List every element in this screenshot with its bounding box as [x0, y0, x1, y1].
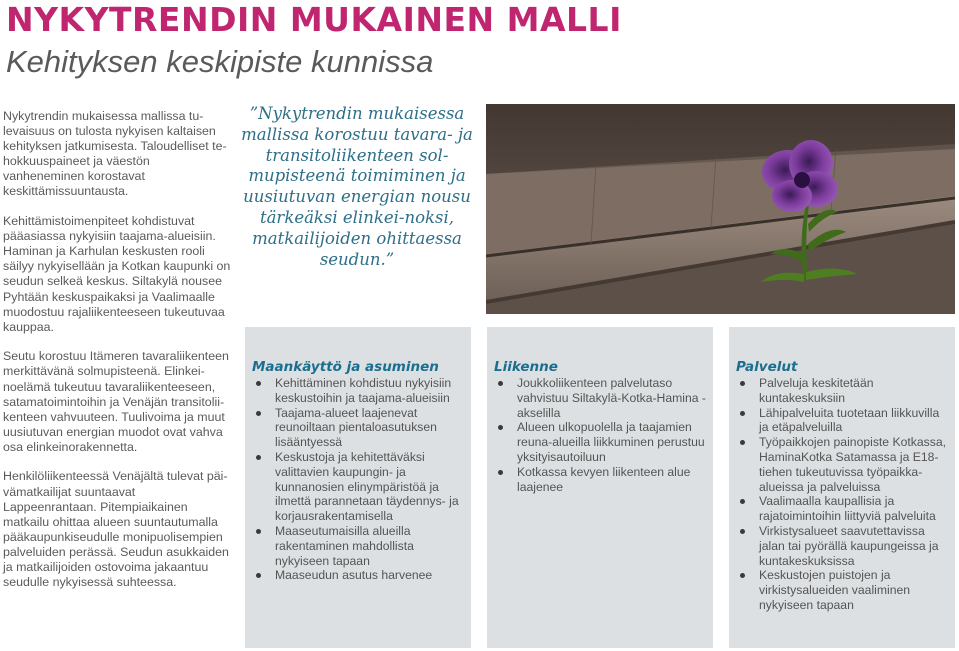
list-item: Lähipalveluita tuotetaan liikkuvilla ja etäpalveluilla: [737, 406, 950, 436]
list-item: Palveluja keskitetään kuntakeskuksiin: [737, 376, 950, 406]
panel-traffic-list: [495, 376, 708, 494]
list-item: Kehittäminen kohdistuu nykyisiin keskustoihin ja taajama-alueisiin: [253, 376, 466, 406]
flower-photo: [486, 104, 955, 314]
list-item: Vaalimaalla kaupallisia ja rajatoimintoihin liittyviä palveluita: [737, 494, 950, 524]
panel-land-use-title: Maankäyttö ja asuminen: [252, 359, 439, 375]
purple-flower-in-pavement-crack-icon: [486, 104, 955, 314]
list-item: Työpaikkojen painopiste Kotkassa, HaminaKotka Satamassa ja E18-tiehen tukeutuvissa työpaikka-alueissa ja palveluissa: [737, 435, 950, 494]
list-item: Virkistysalueet saavutettavissa jalan tai pyörällä kaupungeissa ja kuntakeskuksissa: [737, 524, 950, 568]
pull-quote: ”Nykytrendin mukaisessa mallissa korostuu tavara- ja transitoliikenteen sol-mupisteenä toimiminen ja uusiutuvan energian nousu tärkeäksi elinkei-noksi, matkailijoiden ohittaessa seudun.”: [241, 104, 473, 269]
intro-paragraph-1: Nykytrendin mukaisessa mallissa tu-levaisuus on tulosta nykyisen kaltaisen kehityksen jatkumisesta. Taloudelliset te-hokkuuspaineet ja väestön vanheneminen korostavat keskittämissuuntausta.: [3, 109, 227, 199]
page-subtitle: Kehityksen keskipiste kunnissa: [6, 44, 434, 79]
list-item: Maaseutumaisilla alueilla rakentaminen mahdollista nykyiseen tapaan: [253, 524, 466, 568]
page-title: NYKYTRENDIN MUKAINEN MALLI: [6, 0, 622, 39]
list-item: Maaseudun asutus harvenee: [253, 568, 466, 583]
panel-services: [729, 327, 955, 648]
intro-paragraph-2: Kehittämistoimenpiteet kohdistuvat pääasiassa nykyisiin taajama-alueisiin. Haminan ja Karhulan keskusten rooli säilyy nykyisellään ja Kotkan kaupunki on seudun selkeä keskus. Siltakylä nousee Pyhtään keskuspaikaksi ja Vaalimaalle muodostuu rajaliikenteeseen tukeutuvaa kauppaa.: [3, 214, 231, 334]
list-item: Joukkoliikenteen palvelutaso vahvistuu Siltakylä-Kotka-Hamina -akselilla: [495, 376, 708, 420]
panel-traffic: [487, 327, 713, 648]
panel-land-use: [245, 327, 471, 648]
list-item: Taajama-alueet laajenevat reunoiltaan pientaloasutuksen lisääntyessä: [253, 406, 466, 450]
left-text-column: [3, 109, 231, 605]
intro-paragraph-3: Seutu korostuu Itämeren tavaraliikenteen merkittävänä solmupisteenä. Elinkei-noelämä tukeutuu tavaraliikenteeseen, satamatoimintoihin ja Venäjän transitolii-kenteen vahvuuteen. Tuulivoima ja muut uusiutuvan energian muodot ovat vahva osa elinkeinorakennetta.: [3, 349, 229, 454]
panel-traffic-title: Liikenne: [494, 359, 558, 375]
panel-services-title: Palvelut: [736, 359, 798, 375]
list-item: Kotkassa kevyen liikenteen alue laajenee: [495, 465, 708, 495]
panel-services-list: [737, 376, 950, 613]
list-item: Keskustojen puistojen ja virkistysalueiden vaaliminen nykyiseen tapaan: [737, 568, 950, 612]
list-item: Alueen ulkopuolella ja taajamien reuna-alueilla liikkuminen perustuu yksityisautoiluun: [495, 420, 708, 464]
panel-land-use-list: [253, 376, 466, 583]
list-item: Keskustoja ja kehitettäväksi valittavien kaupungin- ja kunnanosien elinympäristöä ja ilmettä parannetaan täydennys- ja korjausrakentamisella: [253, 450, 466, 524]
intro-paragraph-4: Henkilöliikenteessä Venäjältä tulevat päi-vämatkailijat suuntaavat Lappeenrantaan. Pitempiaikainen matkailu ohittaa alueen suuntautumalla pääkaupunkiseudulle monipuolisempien palveluiden perässä. Seudun asukkaiden ja matkailijoiden ostovoima jakaantuu seudulle nykyisessä suhteessa.: [3, 469, 229, 590]
